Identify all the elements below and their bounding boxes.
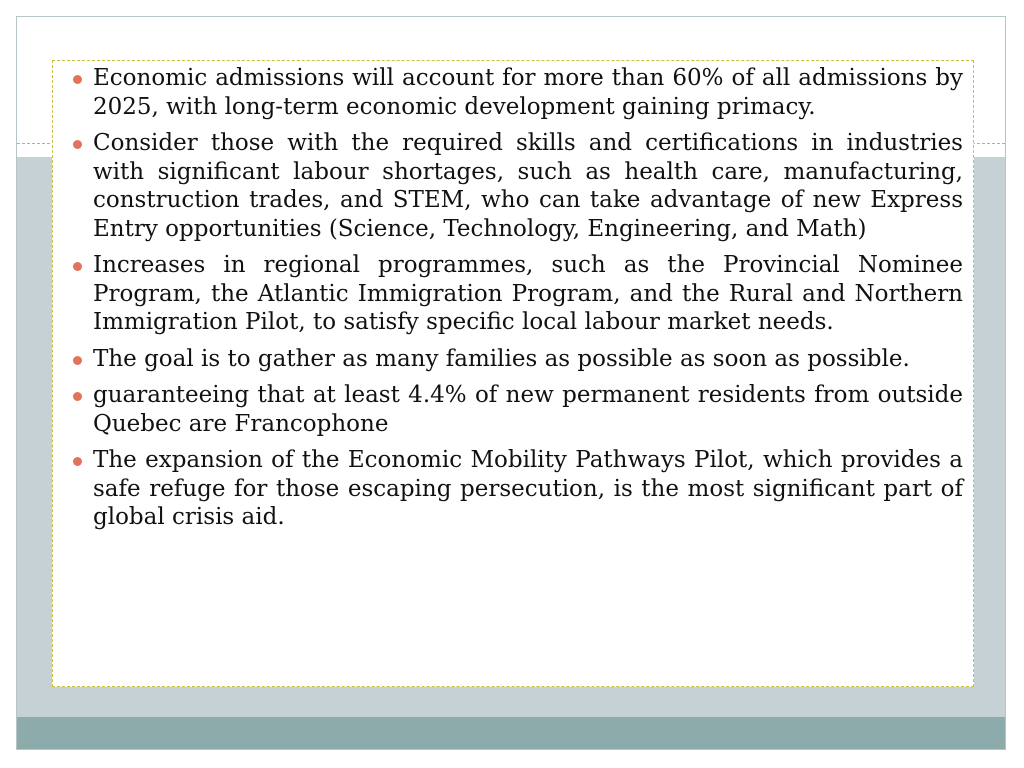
bullet-item — [73, 64, 963, 121]
bullet-item — [73, 129, 963, 243]
slide-footer-band — [17, 717, 1005, 750]
bullet-list — [73, 64, 963, 532]
slide — [16, 16, 1006, 750]
bullet-text: Consider those with the required skills and certifications in industries with significant labour shortages, such as health care, manufacturing, construction trades, and STEM, who can take advantage of new Express Entry opportunities (Science, Technology, Engineering, and Math) — [93, 130, 963, 242]
bullet-icon — [73, 356, 82, 365]
bullet-item — [73, 381, 963, 438]
bullet-item — [73, 345, 963, 374]
bullet-item — [73, 251, 963, 337]
content-placeholder[interactable] — [52, 60, 974, 687]
bullet-item — [73, 446, 963, 532]
bullet-text: The goal is to gather as many families as possible as soon as possible. — [93, 345, 910, 372]
bullet-text: The expansion of the Economic Mobility Pathways Pilot, which provides a safe refuge for those escaping persecution, is the most significant part of global crisis aid. — [93, 447, 963, 530]
bullet-icon — [73, 262, 82, 271]
bullet-icon — [73, 457, 82, 466]
bullet-icon — [73, 392, 82, 401]
bullet-text: Increases in regional programmes, such as the Provincial Nominee Program, the Atlantic Immigration Program, and the Rural and Northern Immigration Pilot, to satisfy specific local labour market needs. — [93, 252, 963, 335]
bullet-text: Economic admissions will account for more than 60% of all admissions by 2025, with long-term economic development gaining primacy. — [93, 65, 963, 120]
bullet-text: guaranteeing that at least 4.4% of new permanent residents from outside Quebec are Francophone — [93, 382, 963, 437]
bullet-icon — [73, 140, 82, 149]
bullet-icon — [73, 75, 82, 84]
